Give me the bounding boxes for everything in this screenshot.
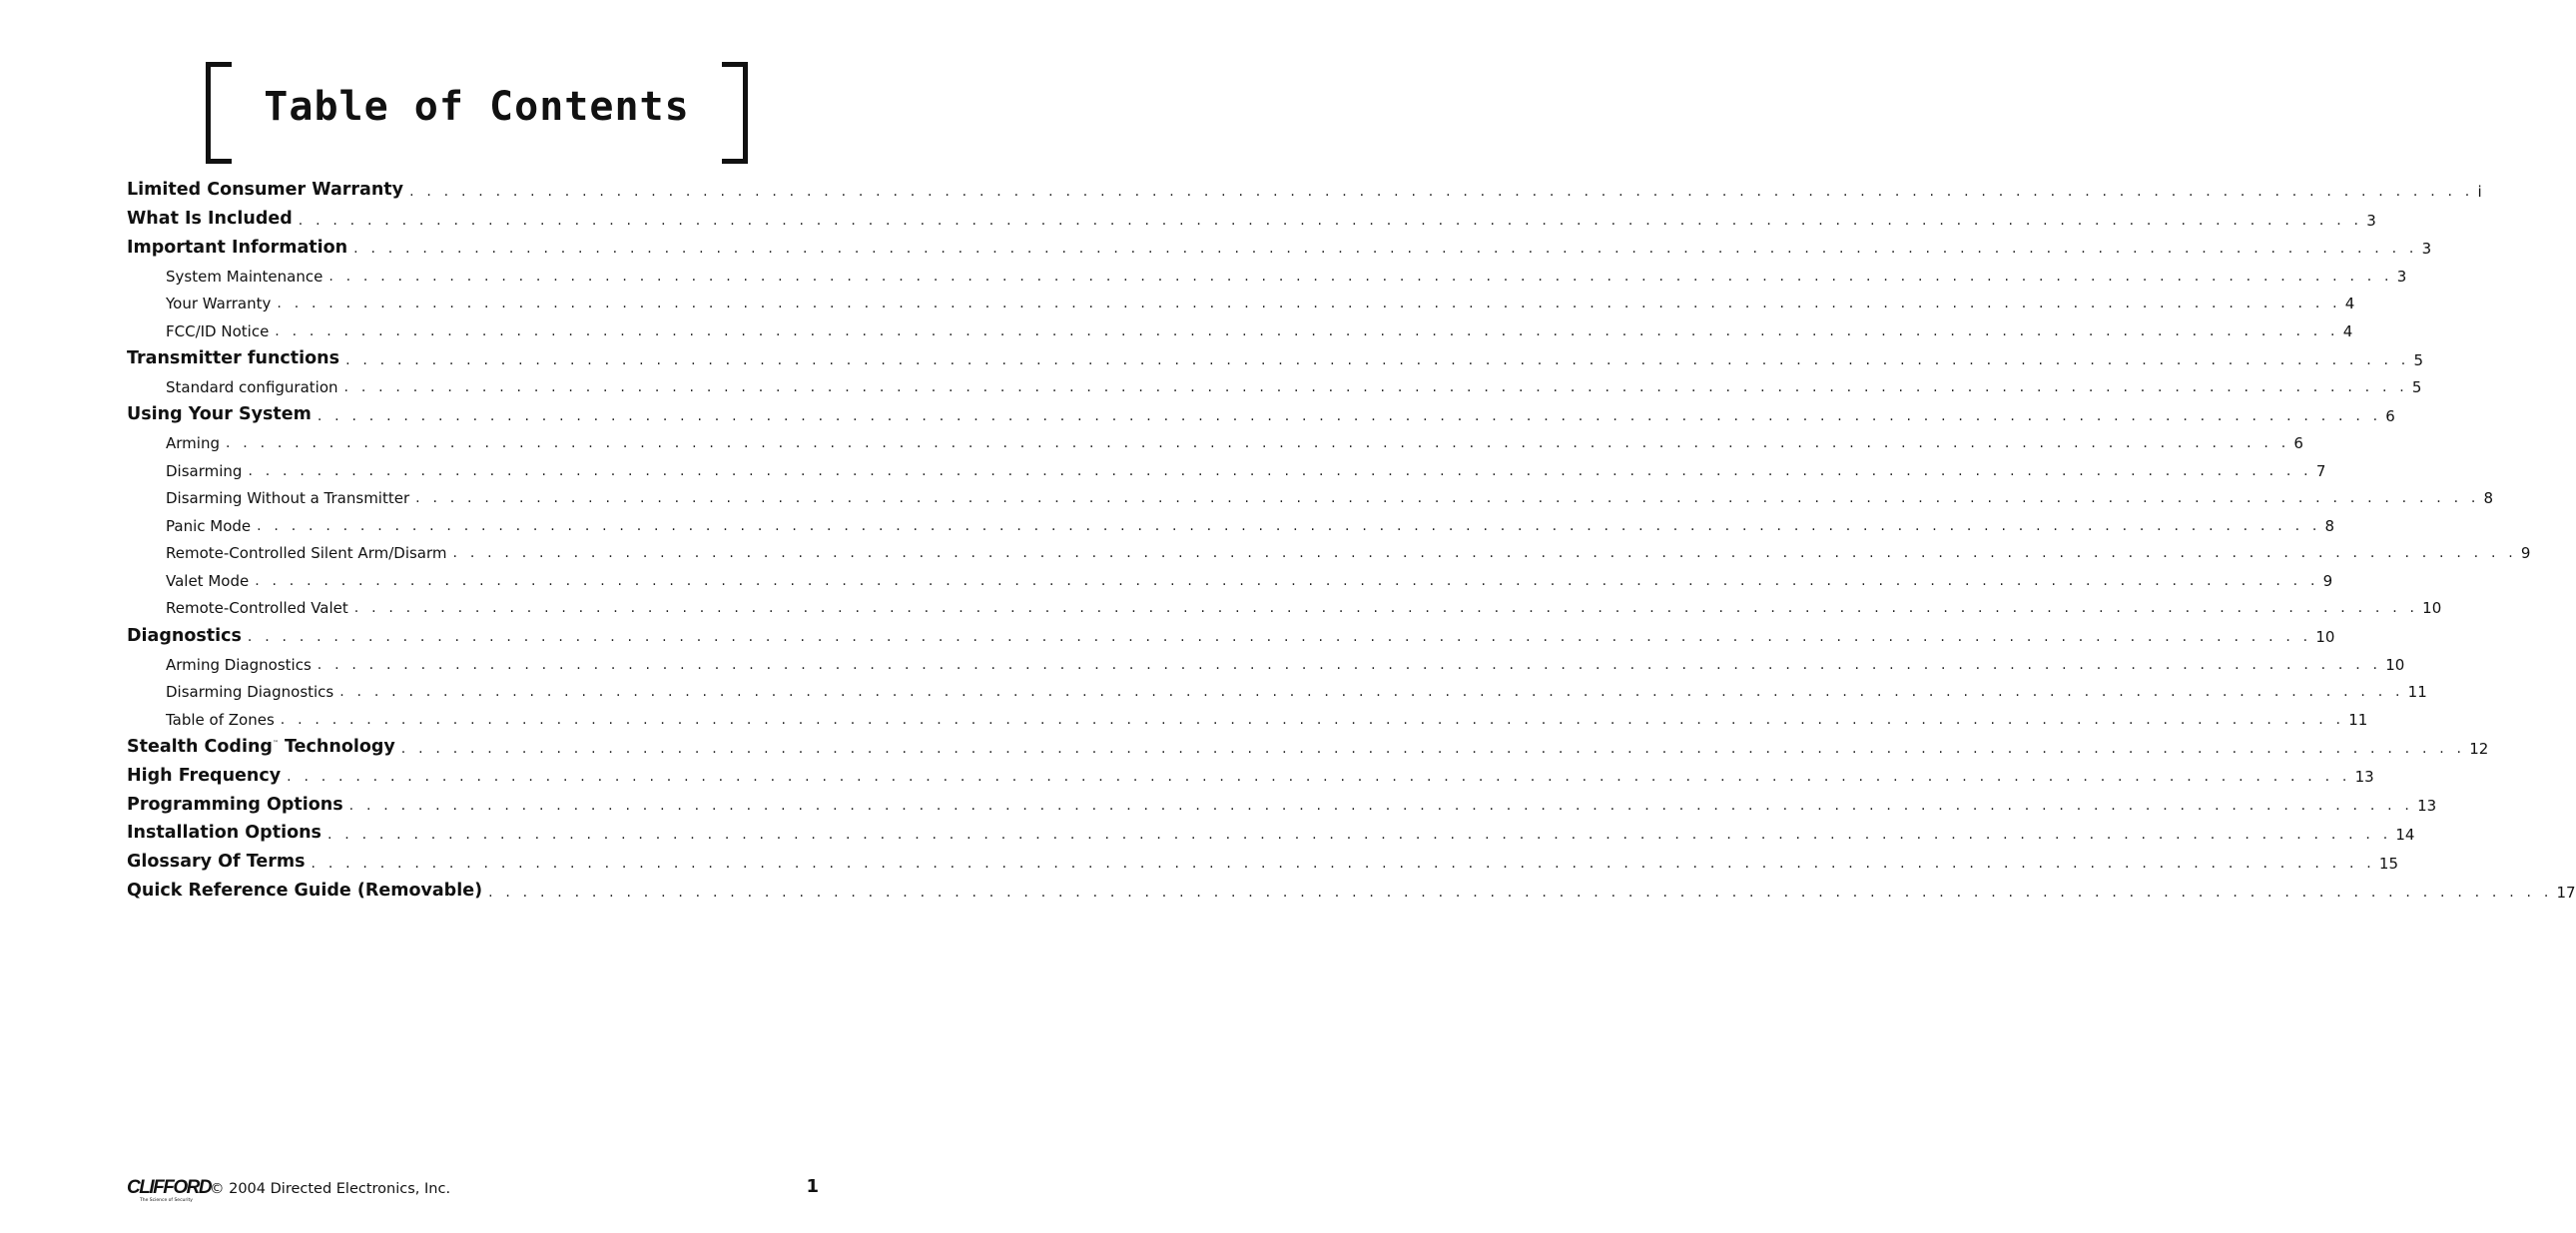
toc-entry-label: Transmitter functions: [127, 348, 340, 369]
dot-leader: . . . . . . . . . . . . . . . . . . . . . . . . . . . . . . . . . . . . . . . . . . . . . . . . . . . . . . . . . . . . . . . . . . . . . . . . . . . . . . . . . . . . . . . . . . . . . . . . . . . . . . . . . . . . . . . . . . . . . . . .: [345, 351, 2410, 368]
toc-page-number: 6: [2385, 406, 2395, 425]
dot-leader: . . . . . . . . . . . . . . . . . . . . . . . . . . . . . . . . . . . . . . . . . . . . . . . . . . . . . . . . . . . . . . . . . . . . . . . . . . . . . . . . . . . . . . . . . . . . . . . . . . . . . . . . . . . . . . . . . . . . . . . .: [409, 183, 2474, 200]
dot-leader: . . . . . . . . . . . . . . . . . . . . . . . . . . . . . . . . . . . . . . . . . . . . . . . . . . . . . . . . . . . . . . . . . . . . . . . . . . . . . . . . . . . . . . . . . . . . . . . . . . . . . . . . . . . . . . . . . . . . . . . .: [326, 826, 2392, 843]
toc-entry[interactable]: [127, 616, 2335, 647]
toc-entry-label: System Maintenance: [166, 267, 323, 286]
toc-entry-label: Installation Options: [127, 823, 322, 844]
toc-entry-label: Remote-Controlled Silent Arm/Disarm: [166, 544, 447, 563]
dot-leader: . . . . . . . . . . . . . . . . . . . . . . . . . . . . . . . . . . . . . . . . . . . . . . . . . . . . . . . . . . . . . . . . . . . . . . . . . . . . . . . . . . . . . . . . . . . . . . . . . . . . . . . . . . . . . . . . . . . . . . . .: [353, 241, 2418, 258]
toc-page-number: 9: [2520, 544, 2531, 563]
dot-leader: . . . . . . . . . . . . . . . . . . . . . . . . . . . . . . . . . . . . . . . . . . . . . . . . . . . . . . . . . . . . . . . . . . . . . . . . . . . . . . . . . . . . . . . . . . . . . . . . . . . . . . . . . . . . . . . . . . . . . . . .: [248, 462, 2312, 479]
toc-subentry[interactable]: [127, 506, 2335, 535]
toc-page-number: 4: [2342, 321, 2353, 340]
toc-entry-label: Important Information: [127, 237, 348, 258]
toc-entry-label: High Frequency: [127, 765, 282, 786]
toc-page-number: 11: [2348, 710, 2368, 729]
page-footer: [127, 1174, 829, 1208]
toc-subentry[interactable]: [127, 424, 2303, 453]
copyright-text: © 2004 Directed Electronics, Inc.: [210, 1181, 451, 1197]
toc-page-number: 4: [2344, 295, 2355, 313]
dot-leader: . . . . . . . . . . . . . . . . . . . . . . . . . . . . . . . . . . . . . . . . . . . . . . . . . . . . . . . . . . . . . . . . . . . . . . . . . . . . . . . . . . . . . . . . . . . . . . . . . . . . . . . . . . . . . . . . . . . . . . . .: [247, 629, 2312, 646]
dot-leader: . . . . . . . . . . . . . . . . . . . . . . . . . . . . . . . . . . . . . . . . . . . . . . . . . . . . . . . . . . . . . . . . . . . . . . . . . . . . . . . . . . . . . . . . . . . . . . . . . . . . . . . . . . . . . . . . . . . . . . . .: [311, 855, 2375, 872]
dot-leader: . . . . . . . . . . . . . . . . . . . . . . . . . . . . . . . . . . . . . . . . . . . . . . . . . . . . . . . . . . . . . . . . . . . . . . . . . . . . . . . . . . . . . . . . . . . . . . . . . . . . . . . . . . . . . . . . . . . . . . . .: [400, 740, 2466, 757]
dot-leader: . . . . . . . . . . . . . . . . . . . . . . . . . . . . . . . . . . . . . . . . . . . . . . . . . . . . . . . . . . . . . . . . . . . . . . . . . . . . . . . . . . . . . . . . . . . . . . . . . . . . . . . . . . . . . . . . . . . . . . . .: [343, 379, 2408, 396]
toc-entry-label: Limited Consumer Warranty: [127, 180, 404, 201]
clifford-logo: CLIFFORD: [127, 1177, 212, 1198]
toc-page-number: 15: [2378, 854, 2399, 873]
toc-entry[interactable]: [127, 395, 2395, 425]
toc-entry-label: Valet Mode: [166, 571, 250, 590]
toc-page-number: 9: [2322, 571, 2333, 590]
toc-page-number: 17: [2556, 883, 2576, 902]
toc-subentry[interactable]: [127, 257, 2407, 286]
toc-page-number: 10: [2385, 655, 2405, 674]
toc-entry-label: Disarming Without a Transmitter: [166, 489, 410, 508]
toc-subentry[interactable]: [127, 451, 2326, 480]
toc-page-number: 14: [2395, 825, 2415, 844]
toc-page-number: 3: [2421, 240, 2432, 259]
toc-page-number: 3: [2366, 211, 2376, 230]
toc-subentry[interactable]: [127, 589, 2442, 618]
dot-leader: . . . . . . . . . . . . . . . . . . . . . . . . . . . . . . . . . . . . . . . . . . . . . . . . . . . . . . . . . . . . . . . . . . . . . . . . . . . . . . . . . . . . . . . . . . . . . . . . . . . . . . . . . . . . . . . . . . . . . . . .: [275, 322, 2339, 339]
toc-entry-label: Table of Zones: [166, 710, 275, 729]
toc-page-number: 10: [2422, 599, 2442, 618]
toc-subentry[interactable]: [127, 311, 2353, 340]
toc-subentry[interactable]: [127, 285, 2355, 313]
dot-leader: . . . . . . . . . . . . . . . . . . . . . . . . . . . . . . . . . . . . . . . . . . . . . . . . . . . . . . . . . . . . . . . . . . . . . . . . . . . . . . . . . . . . . . . . . . . . . . . . . . . . . . . . . . . . . . . . . . . . . . . .: [317, 656, 2382, 673]
dot-leader: . . . . . . . . . . . . . . . . . . . . . . . . . . . . . . . . . . . . . . . . . . . . . . . . . . . . . . . . . . . . . . . . . . . . . . . . . . . . . . . . . . . . . . . . . . . . . . . . . . . . . . . . . . . . . . . . . . . . . . . .: [280, 711, 2345, 728]
toc-page-number: 5: [2411, 378, 2422, 397]
toc-page-number: 8: [2483, 489, 2494, 508]
toc-page-number: 12: [2469, 739, 2489, 758]
toc-entry[interactable]: [127, 728, 2489, 758]
toc-page-number: 13: [2354, 768, 2374, 787]
toc-entry[interactable]: [127, 171, 2482, 201]
toc-entry-label: Quick Reference Guide (Removable): [127, 881, 483, 902]
toc-entry-label: What Is Included: [127, 209, 293, 230]
toc-page-number: 10: [2315, 628, 2335, 647]
toc-page-number: 8: [2324, 516, 2335, 535]
trademark-symbol: ™: [272, 740, 279, 748]
dot-leader: . . . . . . . . . . . . . . . . . . . . . . . . . . . . . . . . . . . . . . . . . . . . . . . . . . . . . . . . . . . . . . . . . . . . . . . . . . . . . . . . . . . . . . . . . . . . . . . . . . . . . . . . . . . . . . . . . . . . . . . .: [353, 600, 2419, 617]
toc-entry-label: Standard configuration: [166, 378, 338, 397]
toc-subentry[interactable]: [127, 534, 2531, 563]
dot-leader: . . . . . . . . . . . . . . . . . . . . . . . . . . . . . . . . . . . . . . . . . . . . . . . . . . . . . . . . . . . . . . . . . . . . . . . . . . . . . . . . . . . . . . . . . . . . . . . . . . . . . . . . . . . . . . . . . . . . . . . .: [452, 545, 2517, 562]
dot-leader: . . . . . . . . . . . . . . . . . . . . . . . . . . . . . . . . . . . . . . . . . . . . . . . . . . . . . . . . . . . . . . . . . . . . . . . . . . . . . . . . . . . . . . . . . . . . . . . . . . . . . . . . . . . . . . . . . . . . . . . .: [488, 884, 2553, 901]
toc-page-number: 11: [2407, 683, 2427, 702]
toc-subentry[interactable]: [127, 645, 2405, 674]
dot-leader: . . . . . . . . . . . . . . . . . . . . . . . . . . . . . . . . . . . . . . . . . . . . . . . . . . . . . . . . . . . . . . . . . . . . . . . . . . . . . . . . . . . . . . . . . . . . . . . . . . . . . . . . . . . . . . . . . . . . . . . .: [317, 407, 2382, 424]
toc-entry-label: FCC/ID Notice: [166, 321, 270, 340]
toc-entry-label: Programming Options: [127, 794, 343, 815]
toc-entry-label: Panic Mode: [166, 516, 252, 535]
page-title: Table of Contents: [264, 84, 690, 130]
dot-leader: . . . . . . . . . . . . . . . . . . . . . . . . . . . . . . . . . . . . . . . . . . . . . . . . . . . . . . . . . . . . . . . . . . . . . . . . . . . . . . . . . . . . . . . . . . . . . . . . . . . . . . . . . . . . . . . . . . . . . . . .: [257, 517, 2321, 534]
title-block: [206, 62, 748, 164]
toc-page-number: 6: [2293, 434, 2303, 453]
dot-leader: . . . . . . . . . . . . . . . . . . . . . . . . . . . . . . . . . . . . . . . . . . . . . . . . . . . . . . . . . . . . . . . . . . . . . . . . . . . . . . . . . . . . . . . . . . . . . . . . . . . . . . . . . . . . . . . . . . . . . . . .: [225, 435, 2290, 452]
toc-subentry[interactable]: [127, 561, 2333, 590]
toc-subentry[interactable]: [127, 368, 2422, 397]
dot-leader: . . . . . . . . . . . . . . . . . . . . . . . . . . . . . . . . . . . . . . . . . . . . . . . . . . . . . . . . . . . . . . . . . . . . . . . . . . . . . . . . . . . . . . . . . . . . . . . . . . . . . . . . . . . . . . . . . . . . . . . .: [328, 268, 2393, 285]
toc-entry-label: Your Warranty: [166, 295, 272, 313]
toc-entry[interactable]: [127, 339, 2424, 369]
toc-entry[interactable]: [127, 200, 2376, 230]
toc-page-number: 13: [2417, 797, 2437, 816]
dot-leader: . . . . . . . . . . . . . . . . . . . . . . . . . . . . . . . . . . . . . . . . . . . . . . . . . . . . . . . . . . . . . . . . . . . . . . . . . . . . . . . . . . . . . . . . . . . . . . . . . . . . . . . . . . . . . . . . . . . . . . . .: [348, 798, 2414, 815]
right-bracket: [722, 62, 748, 164]
page-number: 1: [806, 1176, 819, 1197]
toc-page-number: 3: [2396, 267, 2407, 286]
dot-leader: . . . . . . . . . . . . . . . . . . . . . . . . . . . . . . . . . . . . . . . . . . . . . . . . . . . . . . . . . . . . . . . . . . . . . . . . . . . . . . . . . . . . . . . . . . . . . . . . . . . . . . . . . . . . . . . . . . . . . . . .: [415, 490, 2480, 507]
logo-tagline: The Science of Security: [140, 1198, 193, 1203]
toc-subentry[interactable]: [127, 700, 2368, 729]
toc-subentry[interactable]: [127, 479, 2494, 508]
toc-entry[interactable]: [127, 872, 2576, 902]
toc-subentry[interactable]: [127, 673, 2427, 702]
toc-page-number: 5: [2413, 350, 2424, 369]
toc-entry-label: Glossary Of Terms: [127, 852, 306, 873]
toc-entry[interactable]: [127, 757, 2374, 787]
toc-entry-label: Arming: [166, 434, 220, 453]
toc-entry-label: Stealth Coding™ Technology: [127, 737, 395, 758]
toc-entry-label: Diagnostics: [127, 625, 242, 646]
toc-entry[interactable]: [127, 843, 2399, 873]
toc-entry-label: Arming Diagnostics: [166, 655, 312, 674]
toc-page-number: 7: [2315, 461, 2326, 480]
toc-entry[interactable]: [127, 785, 2437, 816]
toc-entry[interactable]: [127, 229, 2432, 259]
table-of-contents: [127, 171, 2576, 902]
toc-entry[interactable]: [127, 814, 2415, 844]
dot-leader: . . . . . . . . . . . . . . . . . . . . . . . . . . . . . . . . . . . . . . . . . . . . . . . . . . . . . . . . . . . . . . . . . . . . . . . . . . . . . . . . . . . . . . . . . . . . . . . . . . . . . . . . . . . . . . . . . . . . . . . .: [287, 769, 2351, 786]
toc-entry-label: Remote-Controlled Valet: [166, 599, 348, 618]
toc-entry-label: Disarming: [166, 461, 243, 480]
toc-page-number: i: [2477, 182, 2482, 201]
toc-entry-label: Using Your System: [127, 404, 312, 425]
dot-leader: . . . . . . . . . . . . . . . . . . . . . . . . . . . . . . . . . . . . . . . . . . . . . . . . . . . . . . . . . . . . . . . . . . . . . . . . . . . . . . . . . . . . . . . . . . . . . . . . . . . . . . . . . . . . . . . . . . . . . . . .: [255, 572, 2319, 589]
dot-leader: . . . . . . . . . . . . . . . . . . . . . . . . . . . . . . . . . . . . . . . . . . . . . . . . . . . . . . . . . . . . . . . . . . . . . . . . . . . . . . . . . . . . . . . . . . . . . . . . . . . . . . . . . . . . . . . . . . . . . . . .: [298, 212, 2363, 229]
dot-leader: . . . . . . . . . . . . . . . . . . . . . . . . . . . . . . . . . . . . . . . . . . . . . . . . . . . . . . . . . . . . . . . . . . . . . . . . . . . . . . . . . . . . . . . . . . . . . . . . . . . . . . . . . . . . . . . . . . . . . . . .: [339, 684, 2404, 701]
dot-leader: . . . . . . . . . . . . . . . . . . . . . . . . . . . . . . . . . . . . . . . . . . . . . . . . . . . . . . . . . . . . . . . . . . . . . . . . . . . . . . . . . . . . . . . . . . . . . . . . . . . . . . . . . . . . . . . . . . . . . . . .: [277, 296, 2341, 312]
toc-entry-label: Disarming Diagnostics: [166, 683, 334, 702]
